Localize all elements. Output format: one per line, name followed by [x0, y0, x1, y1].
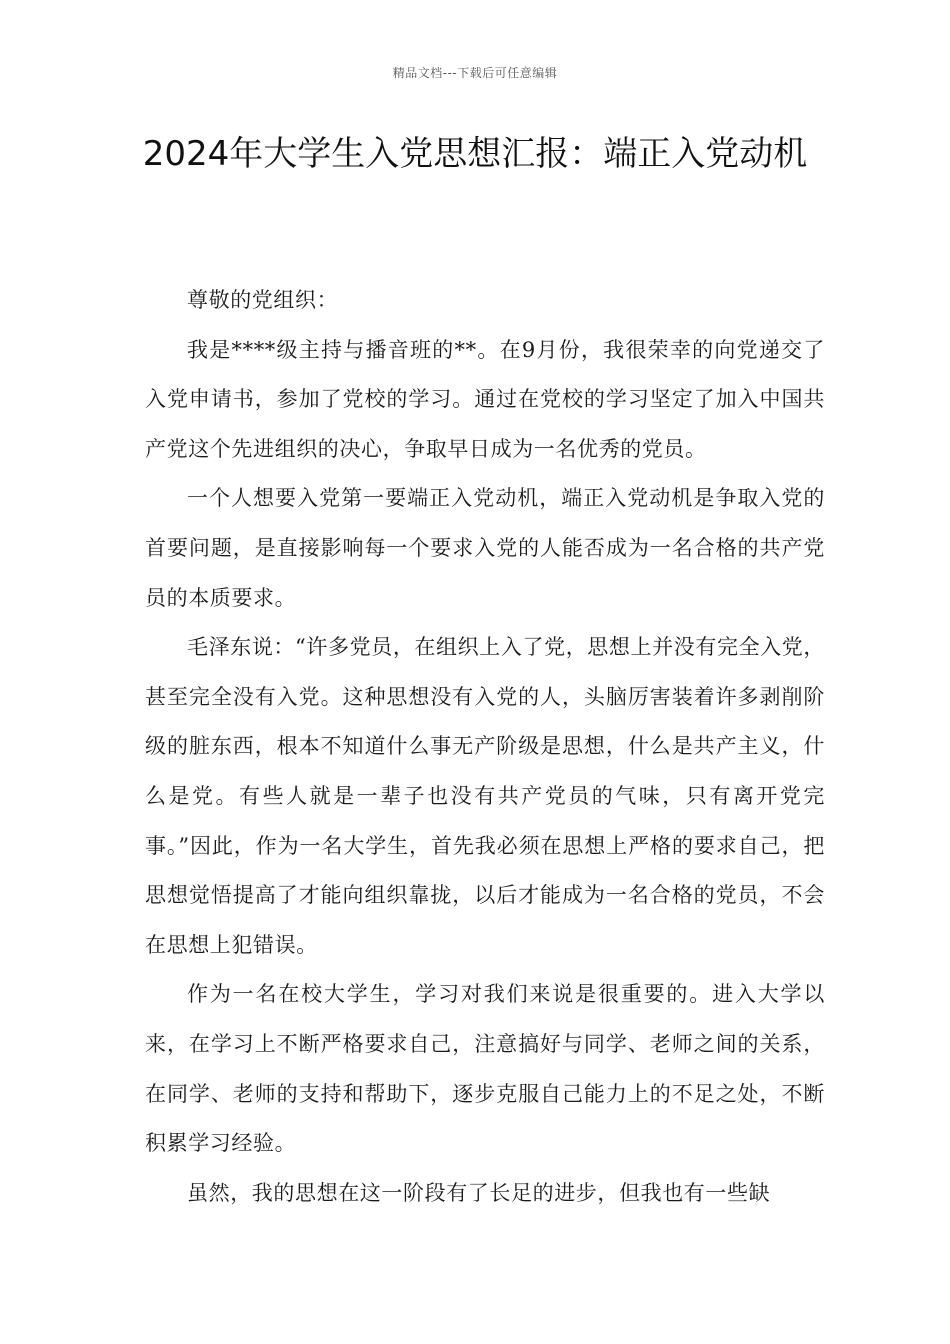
paragraph-4: 作为一名在校大学生，学习对我们来说是很重要的。进入大学以来，在学习上不断严格要求自己，注意搞好与同学、老师之间的关系，在同学、老师的支持和帮助下，逐步克服自己能力上的不足之处，不断积累学习经验。: [145, 982, 825, 1156]
paragraph-5: 虽然，我的思想在这一阶段有了长足的进步，但我也有一些缺: [187, 1180, 771, 1205]
document-title: 2024年大学生入党思想汇报：端正入党动机: [142, 134, 808, 174]
document-body: [145, 276, 825, 1218]
paragraph-3: 毛泽东说：“许多党员，在组织上入了党，思想上并没有完全入党，甚至完全没有入党。这种思想没有入党的人，头脑厉害装着许多剥削阶级的脏东西，根本不知道什么事无产阶级是思想，什么是共产主义，什么是党。有些人就是一辈子也没有共产党员的气味，只有离开党完事。”因此，作为一名大学生，首先我必须在思想上严格的要求自己，把思想觉悟提高了才能向组织靠拢，以后才能成为一名合格的党员，不会在思想上犯错误。: [145, 635, 825, 957]
header-note: 精品文档---下载后可任意编辑: [392, 66, 558, 80]
paragraph-1: 我是****级主持与播音班的**。在9月份，我很荣幸的向党递交了入党申请书，参加了党校的学习。通过在党校的学习坚定了加入中国共产党这个先进组织的决心，争取早日成为一名优秀的党员。: [145, 337, 825, 461]
paragraph-2: 一个人想要入党第一要端正入党动机，端正入党动机是争取入党的首要问题，是直接影响每一个要求入党的人能否成为一名合格的共产党员的本质要求。: [145, 486, 825, 610]
salutation: 尊敬的党组织：: [187, 288, 339, 312]
